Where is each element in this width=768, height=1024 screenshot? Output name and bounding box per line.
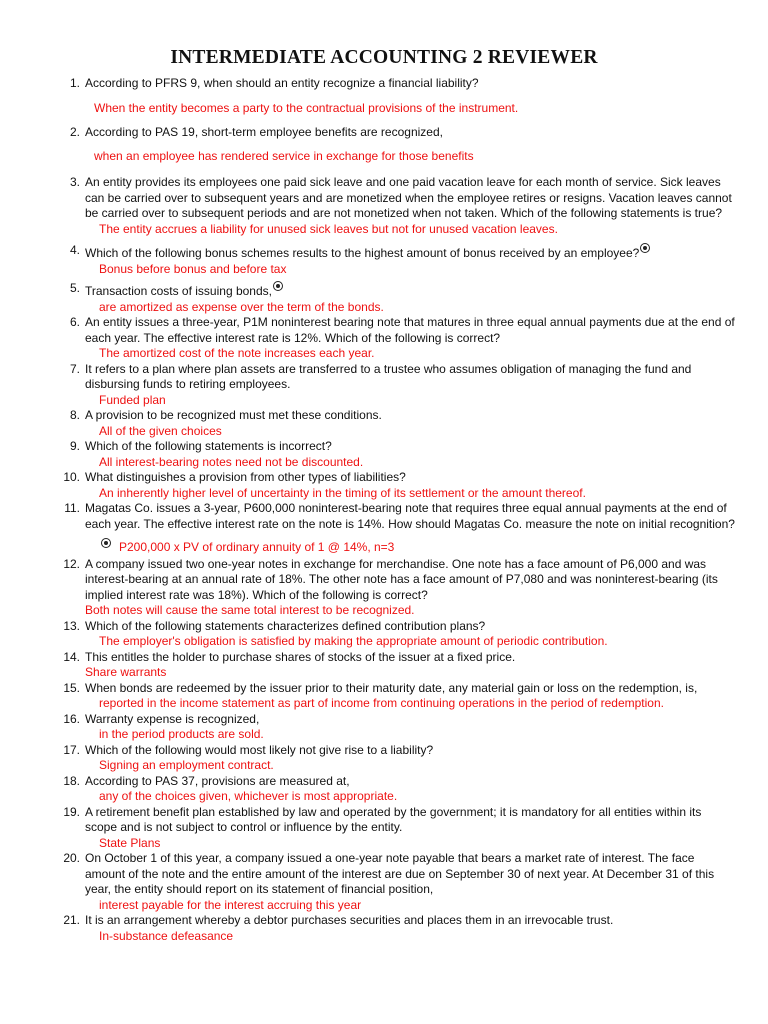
- question-text: A company issued two one-year notes in exchange for merchandise. One note has a face amount of P6,000 and was interest-bearing at an annual rate of 18%. The other note has a face amount of P7,080 and was noninterest-bearing (its implied interest rate was 18%). Which of the following is correct?: [85, 556, 718, 602]
- question-text: A provision to be recognized must met these conditions.: [85, 408, 382, 422]
- answer-text: State Plans: [99, 835, 161, 850]
- question-row: [85, 243, 735, 262]
- answer-text: Bonus before bonus and before tax: [99, 261, 287, 276]
- question-text: Which of the following statements characterizes defined contribution plans?: [85, 618, 486, 633]
- question-text: According to PFRS 9, when should an entity recognize a financial liability?: [85, 76, 479, 90]
- item-number: 1.: [69, 76, 80, 90]
- question-text: It refers to a plan where plan assets are transferred to a trustee who assumes obligation of managing the fund and disbursing funds to retiring employees.: [85, 361, 692, 391]
- page-title: INTERMEDIATE ACCOUNTING 2 REVIEWER: [170, 47, 598, 68]
- answer-text: P200,000 x PV of ordinary annuity of 1 @ 14%, n=3: [119, 540, 395, 554]
- question-text: This entitles the holder to purchase shares of stocks of the issuer at a fixed price.: [85, 649, 516, 664]
- question-text: What distinguishes a provision from other types of liabilities?: [85, 470, 406, 484]
- item-number: 8.: [69, 408, 80, 422]
- item-number: 6.: [69, 315, 80, 329]
- list-item: [0, 175, 768, 237]
- list-item: [0, 557, 768, 619]
- answer-text: any of the choices given, whichever is most appropriate.: [99, 789, 398, 803]
- question-text: According to PAS 19, short-term employee benefits are recognized,: [85, 125, 443, 139]
- question-text: A retirement benefit plan established by law and operated by the government; it is mandatory for all entities within its scope and is not subject to control or influence by the entity.: [85, 804, 702, 834]
- radio-selected-icon: [640, 243, 650, 253]
- answer-text: when an employee has rendered service in exchange for those benefits: [94, 148, 474, 163]
- item-number: 11.: [64, 501, 80, 515]
- list-item: [0, 681, 768, 712]
- item-number: 20.: [63, 851, 80, 865]
- item-number: 12.: [63, 556, 80, 571]
- answer-text: in the period products are sold.: [99, 727, 264, 741]
- item-number: 5.: [69, 281, 80, 295]
- question-text: An entity issues a three-year, P1M noninterest bearing note that matures in three equal annual payments due at the end of each year. The effective interest rate is 12%. Which of the following is correct?: [85, 315, 735, 345]
- item-number: 14.: [63, 649, 80, 664]
- answer-text: The employer's obligation is satisfied by making the appropriate amount of periodic contribution.: [99, 634, 608, 648]
- question-text: Warranty expense is recognized,: [85, 711, 260, 726]
- list-item: [0, 913, 768, 944]
- question-text: An entity provides its employees one paid sick leave and one paid vacation leave for each month of service. Sick leaves can be carried over to subsequent years and are monetized when the employee retires or resigns. Vacation leaves cannot be carried over to subsequent periods and are not monetized when not taken. Which of the following statements is true?: [85, 175, 732, 220]
- item-number: 18.: [63, 773, 80, 788]
- question-text: It is an arrangement whereby a debtor purchases securities and places them in an irrevocable trust.: [85, 913, 614, 927]
- list-item: [0, 125, 768, 164]
- answer-text: interest payable for the interest accruing this year: [99, 897, 362, 912]
- answer-text: All of the given choices: [99, 423, 222, 438]
- item-number: 9.: [69, 439, 80, 453]
- question-text: When bonds are redeemed by the issuer prior to their maturity date, any material gain or loss on the redemption, is,: [85, 680, 698, 695]
- item-number: 13.: [63, 618, 80, 633]
- question-text: Magatas Co. issues a 3-year, P600,000 noninterest-bearing note that requires three equal annual payments at the end of each year. The effective interest rate on the note is 14%. How should Magatas Co. measure the note on initial recognition?: [85, 501, 735, 531]
- answer-row: [100, 538, 740, 556]
- answer-text: Funded plan: [99, 392, 166, 407]
- item-number: 3.: [69, 175, 80, 189]
- question-text: Which of the following statements is incorrect?: [85, 439, 332, 453]
- list-item: [0, 243, 768, 277]
- answer-text: are amortized as expense over the term of the bonds.: [99, 299, 384, 314]
- list-item: [0, 439, 768, 470]
- list-item: [0, 774, 768, 805]
- list-item: [0, 712, 768, 743]
- answer-text: Signing an employment contract.: [99, 758, 274, 772]
- item-number: 17.: [63, 742, 80, 757]
- answer-text: The amortized cost of the note increases each year.: [99, 346, 375, 360]
- radio-selected-icon: [101, 538, 111, 548]
- item-number: 4.: [69, 243, 80, 257]
- item-number: 10.: [63, 470, 80, 484]
- list-item: [0, 76, 768, 116]
- question-text: Which of the following would most likely not give rise to a liability?: [85, 742, 434, 757]
- qa-list: [0, 76, 768, 944]
- list-item: [0, 805, 768, 852]
- list-item: [0, 851, 768, 913]
- item-number: 15.: [63, 680, 80, 695]
- item-number: 2.: [69, 125, 80, 139]
- item-number: 19.: [63, 804, 80, 819]
- item-number: 16.: [63, 711, 80, 726]
- question-text: According to PAS 37, provisions are measured at,: [85, 773, 350, 788]
- list-item: [0, 362, 768, 409]
- list-item: [0, 315, 768, 362]
- answer-text: reported in the income statement as part of income from continuing operations in the period of redemption.: [99, 696, 664, 710]
- list-item: [0, 281, 768, 315]
- list-item: [0, 743, 768, 774]
- answer-text: All interest-bearing notes need not be discounted.: [99, 454, 364, 469]
- item-number: 21.: [63, 913, 80, 927]
- list-item: [0, 501, 768, 556]
- answer-text: In-substance defeasance: [99, 928, 234, 943]
- question-text: Transaction costs of issuing bonds,: [85, 284, 272, 298]
- question-text: Which of the following bonus schemes results to the highest amount of bonus received by an employee?: [85, 246, 640, 260]
- answer-text: An inherently higher level of uncertainty in the timing of its settlement or the amount thereof.: [99, 485, 586, 500]
- item-number: 7.: [69, 361, 80, 376]
- radio-selected-icon: [273, 281, 283, 291]
- answer-text: Both notes will cause the same total interest to be recognized.: [85, 603, 415, 617]
- list-item: [0, 408, 768, 439]
- answer-text: When the entity becomes a party to the contractual provisions of the instrument.: [94, 100, 519, 115]
- list-item: [0, 619, 768, 650]
- question-row: [85, 281, 735, 300]
- list-item: [0, 650, 768, 681]
- answer-text: Share warrants: [85, 665, 167, 679]
- list-item: [0, 470, 768, 501]
- answer-text: The entity accrues a liability for unused sick leaves but not for unused vacation leaves.: [99, 221, 558, 236]
- question-text: On October 1 of this year, a company issued a one-year note payable that bears a market rate of interest. The face amount of the note and the entire amount of the interest are due on September 30 of next year. At December 31 of this year, the entity should report on its statement of financial position,: [85, 851, 715, 896]
